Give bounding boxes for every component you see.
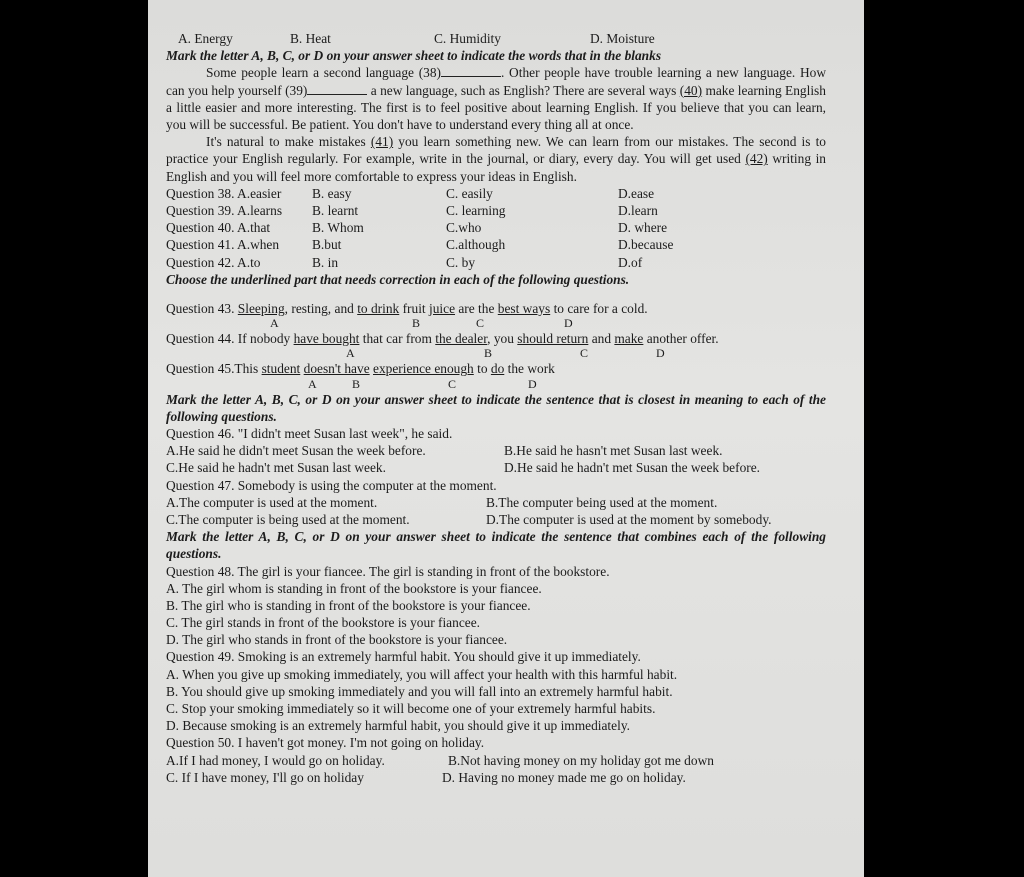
option-b: B. Heat <box>290 31 331 46</box>
question-44: Question 44. If nobody have bought that car from the dealer, you should return and make another offer. A B C D <box>166 330 826 360</box>
answer-letters: A B C D <box>308 376 537 391</box>
options-row: Question 38. A.easier B. easy C. easily D.ease <box>166 185 655 201</box>
option-a: A. The girl whom is standing in front of the bookstore is your fiancee. <box>166 580 542 596</box>
option-b: B. The girl who is standing in front of the bookstore is your fiancee. <box>166 597 531 613</box>
question-46: Question 46. "I didn't meet Susan last week", he said. <box>166 425 453 441</box>
option-a: A.If I had money, I would go on holiday. <box>166 752 385 768</box>
options-row: Question 40. A.that B. Whom C.who D. where <box>166 220 668 236</box>
option-b: B.The computer being used at the moment. <box>486 494 718 510</box>
blank-38 <box>441 64 501 77</box>
section-instruction-correction: Choose the underlined part that needs correction in each of the following questions. <box>166 271 630 287</box>
blank-39 <box>307 82 367 95</box>
question-37-options <box>166 30 826 47</box>
section-instruction-combine: Mark the letter A, B, C, or D on your answer sheet to indicate the sentence that combines each of the following questions. <box>166 529 826 562</box>
option-c: C.He said he hadn't met Susan last week. <box>166 460 386 476</box>
question-49: Question 49. Smoking is an extremely harmful habit. You should give it up immediately. <box>166 649 641 665</box>
question-50: Question 50. I haven't got money. I'm not going on holiday. <box>166 735 485 751</box>
exam-content <box>166 30 826 786</box>
option-b: B.Not having money on my holiday got me down <box>448 752 714 768</box>
option-d: D.He said he hadn't met Susan the week before. <box>504 460 761 476</box>
exam-sheet <box>148 0 864 877</box>
option-c: C. Stop your smoking immediately so it will become one of your extremely harmful habits. <box>166 701 656 716</box>
option-d: D. Having no money made me go on holiday. <box>442 769 686 785</box>
cloze-paragraph-1: Some people learn a second language (38) . Other people have trouble learning a new language. How can you help yourself (39) a new language, such as English? There are several ways (40) make learning English a little easier and more interesting. The first is to feel positive about learning English. If you believe that you can learn, you will be successful. Be patient. You don't have to understand every thing all at once. <box>166 65 826 132</box>
cloze-options-table <box>166 185 826 271</box>
option-c: C. Humidity <box>434 31 501 46</box>
options-row: Question 41. A.when B.but C.although D.because <box>166 237 674 253</box>
question-43: Question 43. Sleeping, resting, and to drink fruit juice are the best ways to care for a cold. A B C D <box>166 300 826 330</box>
question-47: Question 47. Somebody is using the computer at the moment. <box>166 477 497 493</box>
option-b: B. You should give up smoking immediately and you will fall into an extremely harmful habit. <box>166 683 673 699</box>
option-d: D. Moisture <box>590 31 655 46</box>
blank-42: (42) <box>745 151 768 167</box>
option-d: D. Because smoking is an extremely harmful habit, you should give it up immediately. <box>166 718 630 734</box>
options-row: Question 42. A.to B. in C. by D.of <box>166 254 643 270</box>
question-45: Question 45.This student doesn't have experience enough to do the work A B C D <box>166 360 826 390</box>
section-instruction-cloze: Mark the letter A, B, C, or D on your answer sheet to indicate the words that in the blanks <box>166 48 662 64</box>
option-b: B.He said he hasn't met Susan last week. <box>504 443 723 459</box>
option-c: C. The girl stands in front of the bookstore is your fiancee. <box>166 615 480 631</box>
section-instruction-closest-meaning: Mark the letter A, B, C, or D on your answer sheet to indicate the sentence that is closest in meaning to each of the following questions. <box>166 391 826 424</box>
option-c: C. If I have money, I'll go on holiday <box>166 769 364 785</box>
option-a: A.He said he didn't meet Susan the week before. <box>166 443 426 459</box>
blank-41: (41) <box>370 134 394 150</box>
options-row: Question 39. A.learns B. learnt C. learning D.learn <box>166 203 658 218</box>
option-a: A. When you give up smoking immediately, you will affect your health with this harmful habit. <box>166 666 678 682</box>
option-a: A. Energy <box>178 31 233 46</box>
question-48: Question 48. The girl is your fiancee. The girl is standing in front of the bookstore. <box>166 563 610 579</box>
blank-40: (40) <box>679 82 703 98</box>
option-a: A.The computer is used at the moment. <box>166 494 378 510</box>
cloze-paragraph-2: It's natural to make mistakes (41) you learn something new. We can learn from our mistakes. The second is to practice your English regularly. For example, write in the journal, or diary, every day. You will get used (42) writing in English and you will feel more comfortable to express your ideas in English. <box>166 134 826 184</box>
answer-letters: A B C D <box>270 316 573 331</box>
answer-letters: A B C D <box>346 346 665 361</box>
option-d: D. The girl who stands in front of the bookstore is your fiancee. <box>166 632 508 648</box>
option-d: D.The computer is used at the moment by somebody. <box>486 511 772 527</box>
option-c: C.The computer is being used at the moment. <box>166 511 410 527</box>
